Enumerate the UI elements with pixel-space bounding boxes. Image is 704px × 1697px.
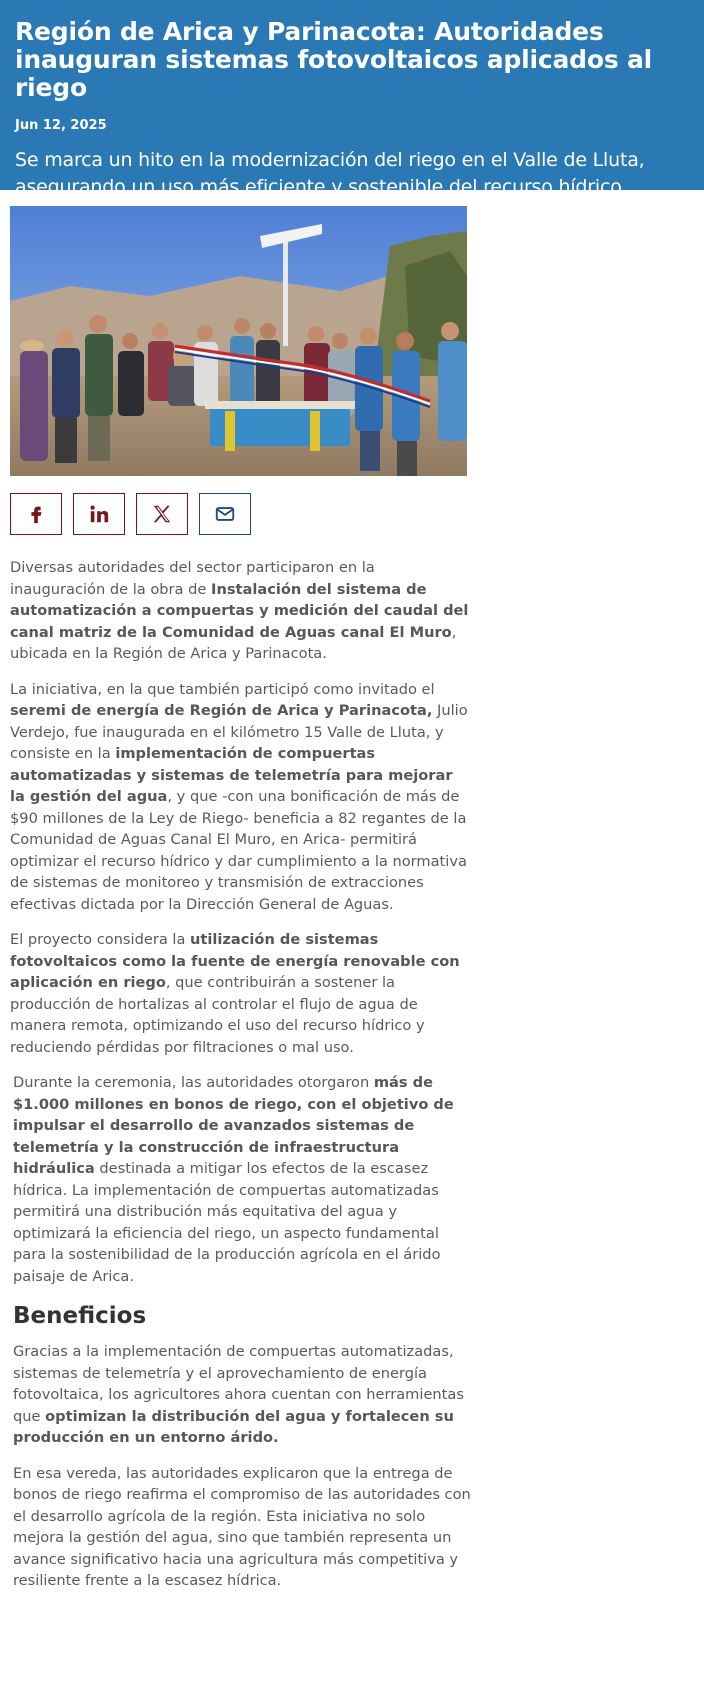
share-buttons	[10, 493, 694, 535]
article-title: Región de Arica y Parinacota: Autoridades inauguran sistemas fotovoltaicos aplicados al riego	[15, 17, 653, 102]
paragraph: Gracias a la implementación de compuertas automatizadas, sistemas de telemetría y el aprovechamiento de energía fotovoltaica, los agricultores ahora cuentan con herramientas que optimizan la distribución del agua y fortalecen su producción en un entorno árido.	[13, 1343, 464, 1446]
article-header	[0, 0, 704, 198]
paragraph: La iniciativa, en la que también participó como invitado el seremi de energía de Región de Arica y Parinacota, Julio Verdejo, fue inaugurada en el kilómetro 15 Valle de Lluta, y consiste en la implementación de compuertas automatizadas y sistemas de telemetría para mejorar la gestión del agua, y que -con una bonificación de más de $90 millones de la Ley de Riego- beneficia a 82 regantes de la Comunidad de Aguas Canal El Muro, en Arica- permitirá optimizar el recurso hídrico y dar cumplimiento a la normativa de sistemas de monitoreo y transmisión de extracciones efectivas dictada por la Dirección General de Aguas.	[10, 680, 468, 913]
article-content	[0, 190, 704, 1592]
section-heading: Beneficios	[13, 1303, 147, 1329]
share-x-button[interactable]	[136, 493, 188, 535]
share-facebook-button[interactable]	[10, 493, 62, 535]
linkedin-icon	[88, 503, 110, 525]
mail-icon	[214, 503, 236, 525]
x-icon	[151, 503, 173, 525]
article-body	[10, 557, 472, 1592]
paragraph: El proyecto considera la utilización de sistemas fotovoltaicos como la fuente de energía renovable con aplicación en riego, que contribuirán a sostener la producción de hortalizas al controlar el flujo de agua de manera remota, optimizando el uso del recurso hídrico y reduciendo pérdidas por filtraciones o mal uso.	[10, 931, 460, 1056]
paragraph: Diversas autoridades del sector participaron en la inauguración de la obra de Instalación del sistema de automatización a compuertas y medición del caudal del canal matriz de la Comunidad de Aguas canal El Muro, ubicada en la Región de Arica y Parinacota.	[10, 559, 469, 662]
facebook-icon	[25, 503, 47, 525]
article-subtitle: Se marca un hito en la modernización del riego en el Valle de Lluta, asegurando un uso más eficiente y sostenible del recurso hídrico.	[15, 149, 645, 198]
article-date: Jun 12, 2025	[15, 118, 107, 133]
share-email-button[interactable]	[199, 493, 251, 535]
paragraph: Durante la ceremonia, las autoridades otorgaron más de $1.000 millones en bonos de riego, con el objetivo de impulsar el desarrollo de avanzados sistemas de telemetría y la construcción de infraestructura hidráulica destinada a mitigar los efectos de la escasez hídrica. La implementación de compuertas automatizadas permitirá una distribución más equitativa del agua y optimizará la eficiencia del riego, un aspecto fundamental para la sostenibilidad de la producción agrícola en el árido paisaje de Arica.	[13, 1074, 454, 1285]
share-linkedin-button[interactable]	[73, 493, 125, 535]
article-photo	[10, 206, 467, 476]
paragraph: En esa vereda, las autoridades explicaron que la entrega de bonos de riego reafirma el compromiso de las autoridades con el desarrollo agrícola de la región. Esta iniciativa no solo mejora la gestión del agua, sino que también representa un avance significativo hacia una agricultura más competitiva y resiliente frente a la escasez hídrica.	[13, 1464, 471, 1589]
